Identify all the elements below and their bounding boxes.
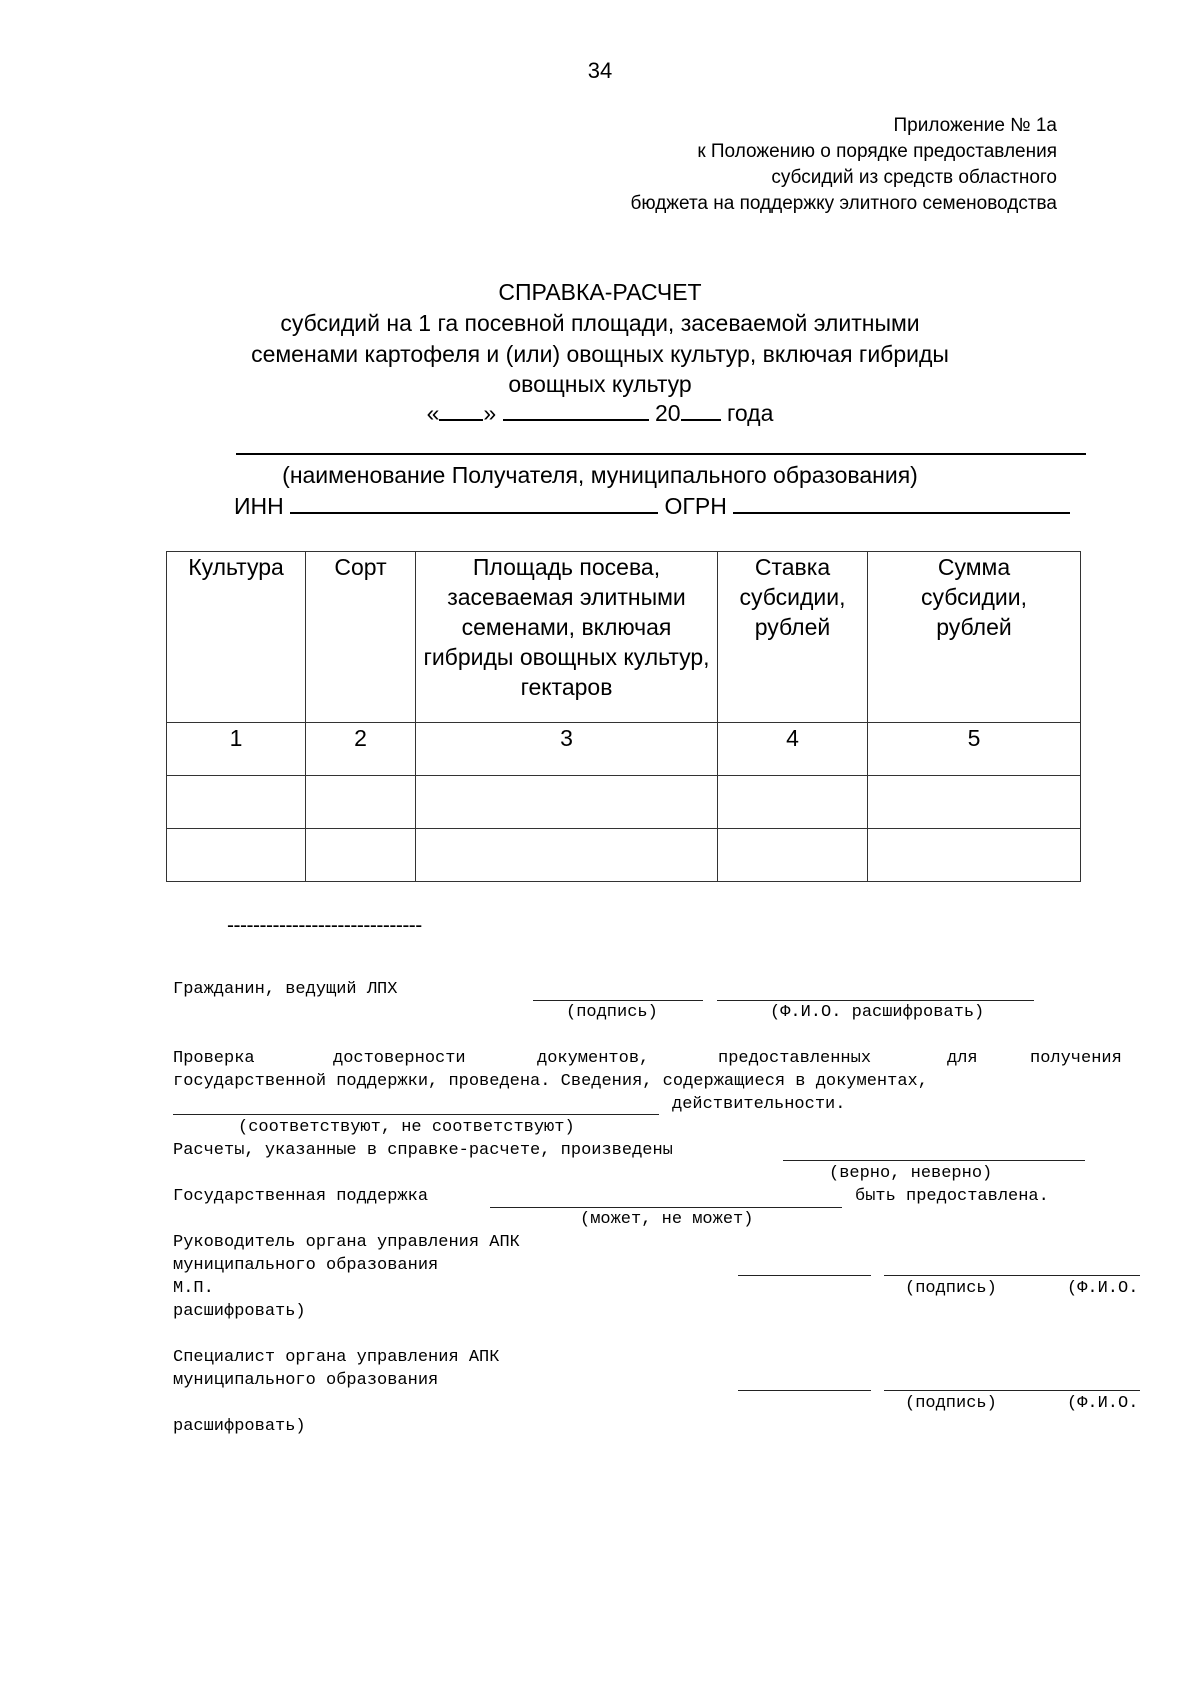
- head-signature-caption: (подпись): [905, 1279, 997, 1298]
- head-decipher: расшифровать): [173, 1302, 306, 1321]
- table-row: [167, 776, 1081, 829]
- spec-fio-caption: (Ф.И.О.: [1067, 1394, 1139, 1413]
- column-number: 5: [868, 723, 1081, 776]
- date-quote-close: »: [483, 400, 497, 426]
- spec-signature-line[interactable]: [738, 1390, 871, 1391]
- header-rate-text: Ставка субсидии, рублей: [739, 554, 846, 640]
- page-number: 34: [587, 58, 613, 83]
- support-label: Государственная поддержка: [173, 1187, 429, 1206]
- header-area: [416, 552, 718, 723]
- appendix-line-3: субсидий из средств областного: [771, 167, 1057, 188]
- table-header-row: [167, 552, 1081, 723]
- header-sum: [868, 552, 1081, 723]
- check-caption: (соответствуют, не соответствуют): [238, 1118, 575, 1137]
- appendix-line-4: бюджета на поддержку элитного семеноводства: [630, 193, 1057, 214]
- citizen-fio-caption: (Ф.И.О. расшифровать): [770, 1003, 985, 1022]
- support-caption: (может, не может): [580, 1210, 754, 1229]
- appendix-line-1: Приложение № 1а: [893, 115, 1057, 136]
- header-variety-text: Сорт: [334, 554, 387, 580]
- title-subline-2: семенами картофеля и (или) овощных культур, включая гибриды: [251, 341, 949, 367]
- table-cell[interactable]: [416, 776, 718, 829]
- ogrn-field[interactable]: [733, 492, 1070, 514]
- column-number: 2: [306, 723, 416, 776]
- table-cell[interactable]: [306, 776, 416, 829]
- title-subline-3: овощных культур: [508, 371, 692, 397]
- mp-stamp-label: М.П.: [173, 1279, 214, 1298]
- header-culture: [167, 552, 306, 723]
- check-line-2: государственной поддержки, проведена. Сведения, содержащиеся в документах,: [173, 1072, 928, 1091]
- citizen-signature-caption: (подпись): [566, 1003, 658, 1022]
- inn-field[interactable]: [290, 492, 658, 514]
- spec-decipher: расшифровать): [173, 1417, 306, 1436]
- year-blank[interactable]: [681, 399, 721, 421]
- table-cell[interactable]: [306, 829, 416, 882]
- support-result-line[interactable]: [490, 1207, 842, 1208]
- table-cell[interactable]: [868, 776, 1081, 829]
- day-blank[interactable]: [439, 399, 483, 421]
- date-line: [0, 398, 1200, 428]
- header-variety: [306, 552, 416, 723]
- header-area-text: Площадь посева, засеваемая элитными семенами, включая гибриды овощных культур, гектаров: [423, 554, 710, 700]
- check-word: достоверности: [333, 1049, 466, 1068]
- check-word: Проверка: [173, 1049, 255, 1068]
- table-cell[interactable]: [718, 829, 868, 882]
- check-result-line[interactable]: [173, 1114, 659, 1115]
- recipient-name-line[interactable]: [236, 453, 1086, 455]
- head-signature-line[interactable]: [738, 1275, 871, 1276]
- check-line-3-end: действительности.: [672, 1095, 846, 1114]
- table-cell[interactable]: [167, 829, 306, 882]
- spec-line-2: муниципального образования: [173, 1371, 439, 1390]
- calc-result-line[interactable]: [783, 1160, 1085, 1161]
- citizen-label: Гражданин, ведущий ЛПХ: [173, 980, 398, 999]
- check-word: для: [947, 1049, 978, 1068]
- column-number: 3: [416, 723, 718, 776]
- footnote-separator: ------------------------------: [227, 914, 422, 937]
- spec-signature-caption: (подпись): [905, 1394, 997, 1413]
- title-subline-1: субсидий на 1 га посевной площади, засеваемой элитными: [280, 310, 920, 336]
- inn-ogrn-line: [234, 491, 1070, 521]
- head-fio-line[interactable]: [884, 1275, 1140, 1276]
- calc-caption: (верно, неверно): [829, 1164, 993, 1183]
- table-row: [167, 829, 1081, 882]
- citizen-fio-line[interactable]: [717, 1000, 1034, 1001]
- header-culture-text: Культура: [188, 554, 284, 580]
- column-number-row: [167, 723, 1081, 776]
- document-title: СПРАВКА-РАСЧЕТ: [498, 279, 702, 305]
- table-cell[interactable]: [416, 829, 718, 882]
- head-fio-caption: (Ф.И.О.: [1067, 1279, 1139, 1298]
- calc-label: Расчеты, указанные в справке-расчете, произведены: [173, 1141, 673, 1160]
- header-sum-text: Сумма субсидии, рублей: [920, 554, 1028, 640]
- date-quote-open: «: [426, 400, 440, 426]
- support-end: быть предоставлена.: [855, 1187, 1049, 1206]
- spec-line-1: Специалист органа управления АПК: [173, 1348, 500, 1367]
- recipient-caption: (наименование Получателя, муниципального образования): [282, 462, 918, 488]
- table-cell[interactable]: [718, 776, 868, 829]
- header-rate: [718, 552, 868, 723]
- appendix-line-2: к Положению о порядке предоставления: [697, 141, 1057, 162]
- column-number: 4: [718, 723, 868, 776]
- month-blank[interactable]: [503, 399, 649, 421]
- table-cell[interactable]: [868, 829, 1081, 882]
- table-cell[interactable]: [167, 776, 306, 829]
- spec-fio-line[interactable]: [884, 1390, 1140, 1391]
- check-word: документов,: [537, 1049, 650, 1068]
- subsidy-table: [166, 551, 1081, 882]
- inn-label: ИНН: [234, 493, 284, 519]
- ogrn-label: ОГРН: [664, 493, 727, 519]
- head-line-1: Руководитель органа управления АПК: [173, 1233, 520, 1252]
- head-line-2: муниципального образования: [173, 1256, 439, 1275]
- year-prefix: 20: [655, 400, 681, 426]
- check-word: получения: [1030, 1049, 1122, 1068]
- column-number: 1: [167, 723, 306, 776]
- citizen-signature-line[interactable]: [533, 1000, 703, 1001]
- check-word: предоставленных: [718, 1049, 872, 1068]
- year-suffix: года: [726, 400, 774, 426]
